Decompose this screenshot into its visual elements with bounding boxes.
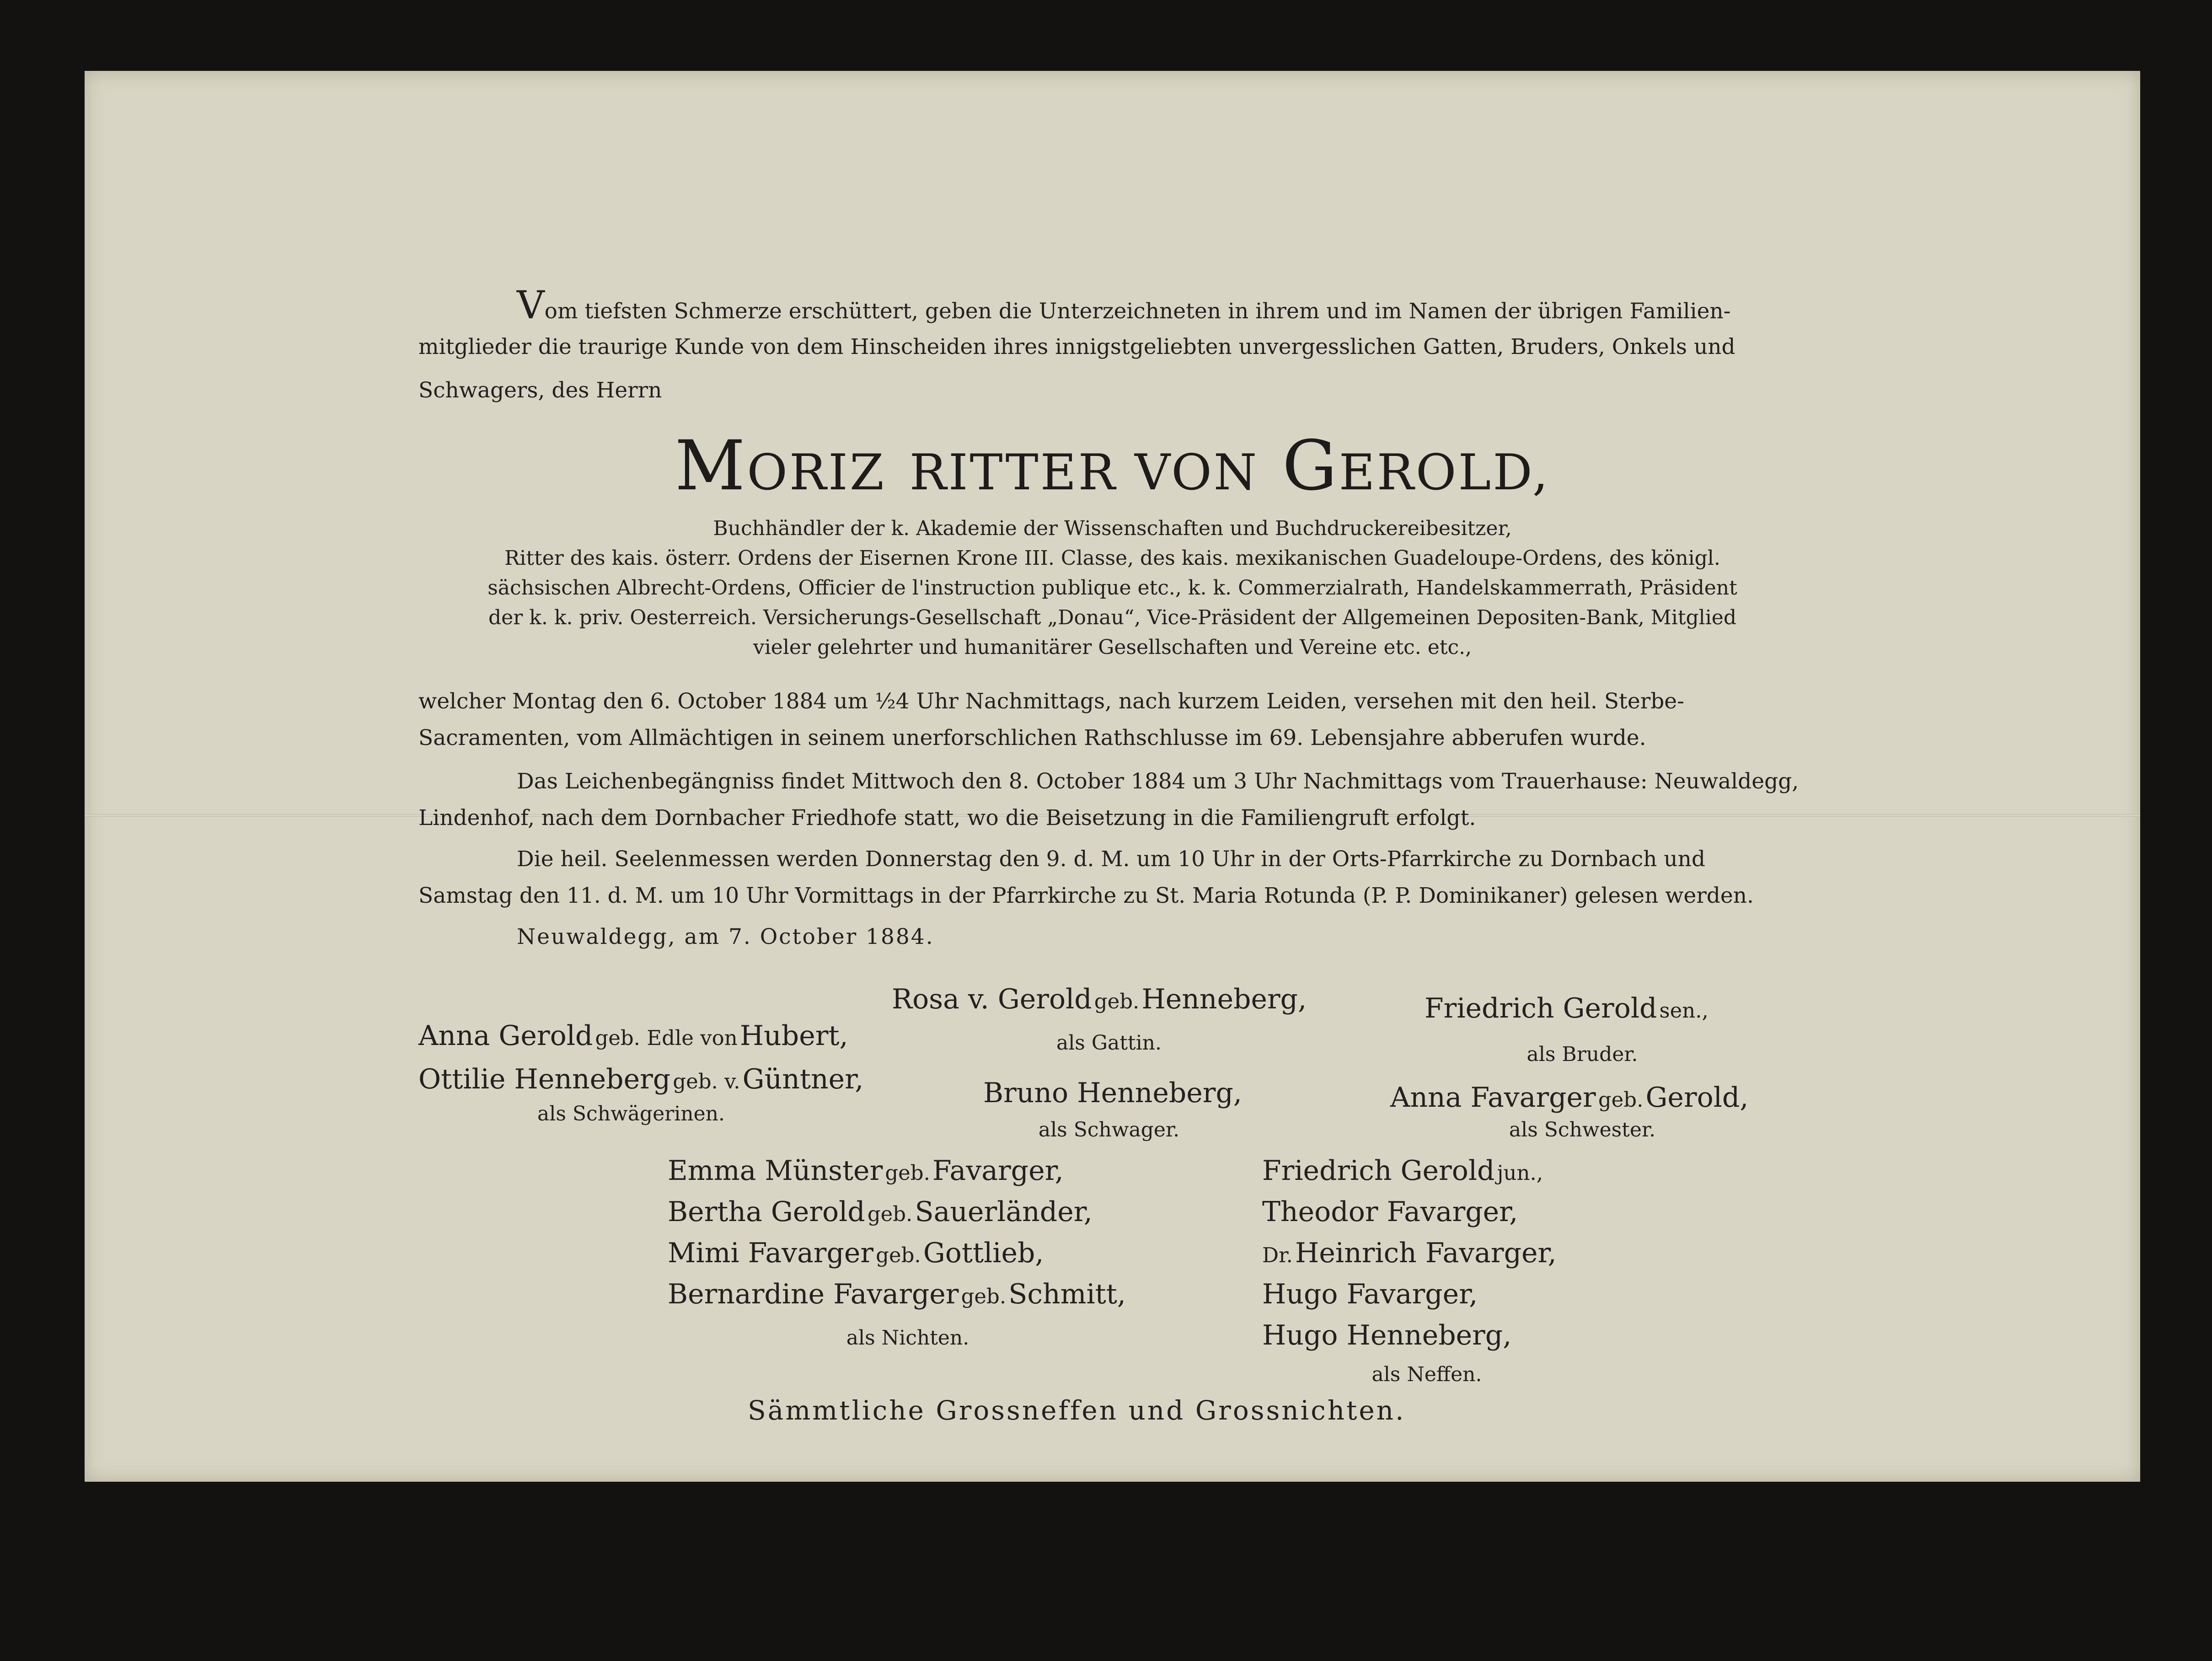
obituary-card bbox=[85, 71, 2140, 1482]
death-line-1: welcher Montag den 6. October 1884 um ½4 Uhr Nachmittags, nach kurzem Leiden, versehen mit den heil. Sterbe- bbox=[418, 689, 1684, 714]
title-line-1: Buchhändler der k. Akademie der Wissenschaften und Buchdruckereibesitzer, bbox=[713, 517, 1512, 540]
relation-schwester: als Schwester. bbox=[1509, 1118, 1656, 1141]
nephew-hugo-henneberg: Hugo Henneberg, bbox=[1262, 1319, 1512, 1351]
funeral-line-2: Lindenhof, nach dem Dornbacher Friedhofe statt, wo die Beisetzung in die Familiengruft erfolgt. bbox=[418, 805, 1476, 830]
nephew-friedrich-gerold-jun: Friedrich Gerold jun., bbox=[1262, 1155, 1543, 1187]
relation-schwaegerinen: als Schwägerinen. bbox=[537, 1102, 725, 1125]
title-line-2: Ritter des kais. österr. Ordens der Eisernen Krone III. Classe, des kais. mexikanischen Guadeloupe-Ordens, des königl. bbox=[504, 547, 1720, 570]
nephew-theodor-favarger: Theodor Favarger, bbox=[1262, 1196, 1518, 1228]
niece-bernardine-favarger: Bernardine Favarger geb. Schmitt, bbox=[668, 1278, 1126, 1310]
mourner-bruno-henneberg: Bruno Henneberg, bbox=[983, 1077, 1242, 1109]
nephew-heinrich-favarger: Dr. Heinrich Favarger, bbox=[1262, 1237, 1557, 1269]
title-line-5: vieler gelehrter und humanitärer Gesellschaften und Vereine etc. etc., bbox=[753, 636, 1472, 659]
relation-nichten: als Nichten. bbox=[846, 1326, 969, 1350]
mourner-anna-gerold: Anna Gerold geb. Edle von Hubert, bbox=[418, 1020, 848, 1052]
niece-mimi-favarger: Mimi Favarger geb. Gottlieb, bbox=[668, 1237, 1044, 1269]
title-line-4: der k. k. priv. Oesterreich. Versicherungs-Gesellschaft „Donau“, Vice-Präsident der Allgemeinen Depositen-Bank, Mitglied bbox=[488, 606, 1736, 629]
masses-line-1: Die heil. Seelenmessen werden Donnerstag den 9. d. M. um 10 Uhr in der Orts-Pfarrkirche zu Dornbach und bbox=[517, 847, 1705, 872]
intro-line-1-text: om tiefsten Schmerze erschüttert, geben die Unterzeichneten in ihrem und im Namen der übrigen Familien- bbox=[544, 299, 1731, 324]
intro-line-3: Schwagers, des Herrn bbox=[418, 378, 662, 403]
relation-gattin: als Gattin. bbox=[1056, 1031, 1162, 1055]
title-line-3: sächsischen Albrecht-Ordens, Officier de l'instruction publique etc., k. k. Commerzialrath, Handelskammerrath, Präsident bbox=[487, 576, 1737, 600]
mourner-friedrich-gerold-sen: Friedrich Gerold sen., bbox=[1425, 992, 1709, 1024]
intro-line-1 bbox=[517, 283, 1731, 327]
deceased-name: MORIZ RITTER VON GEROLD, bbox=[675, 426, 1550, 506]
death-line-2: Sacramenten, vom Allmächtigen in seinem unerforschlichen Rathschlusse im 69. Lebensjahre abberufen wurde. bbox=[418, 725, 1646, 750]
intro-initial: V bbox=[517, 283, 545, 327]
relation-schwager: als Schwager. bbox=[1038, 1118, 1180, 1141]
nephew-hugo-favarger: Hugo Favarger, bbox=[1262, 1278, 1478, 1310]
mourner-ottilie-henneberg: Ottilie Henneberg geb. v. Güntner, bbox=[418, 1063, 864, 1095]
place-date: Neuwaldegg, am 7. October 1884. bbox=[517, 924, 934, 949]
niece-emma-muenster: Emma Münster geb. Favarger, bbox=[668, 1155, 1064, 1187]
funeral-line-1: Das Leichenbegängniss findet Mittwoch den 8. October 1884 um 3 Uhr Nachmittags vom Trauerhause: Neuwaldegg, bbox=[517, 769, 1799, 794]
masses-line-2: Samstag den 11. d. M. um 10 Uhr Vormittags in der Pfarrkirche zu St. Maria Rotunda (P. P. Dominikaner) gelesen werden. bbox=[418, 883, 1754, 908]
closing-line: Sämmtliche Grossneffen und Grossnichten. bbox=[748, 1395, 1406, 1426]
relation-bruder: als Bruder. bbox=[1526, 1043, 1638, 1066]
niece-bertha-gerold: Bertha Gerold geb. Sauerländer, bbox=[668, 1196, 1093, 1228]
mourner-rosa-gerold: Rosa v. Gerold geb. Henneberg, bbox=[892, 983, 1307, 1015]
mourner-anna-favarger: Anna Favarger geb. Gerold, bbox=[1390, 1082, 1749, 1114]
intro-line-2: mitglieder die traurige Kunde von dem Hinscheiden ihres innigstgeliebten unvergesslichen Gatten, Bruders, Onkels und bbox=[418, 334, 1735, 359]
relation-neffen: als Neffen. bbox=[1371, 1363, 1482, 1386]
